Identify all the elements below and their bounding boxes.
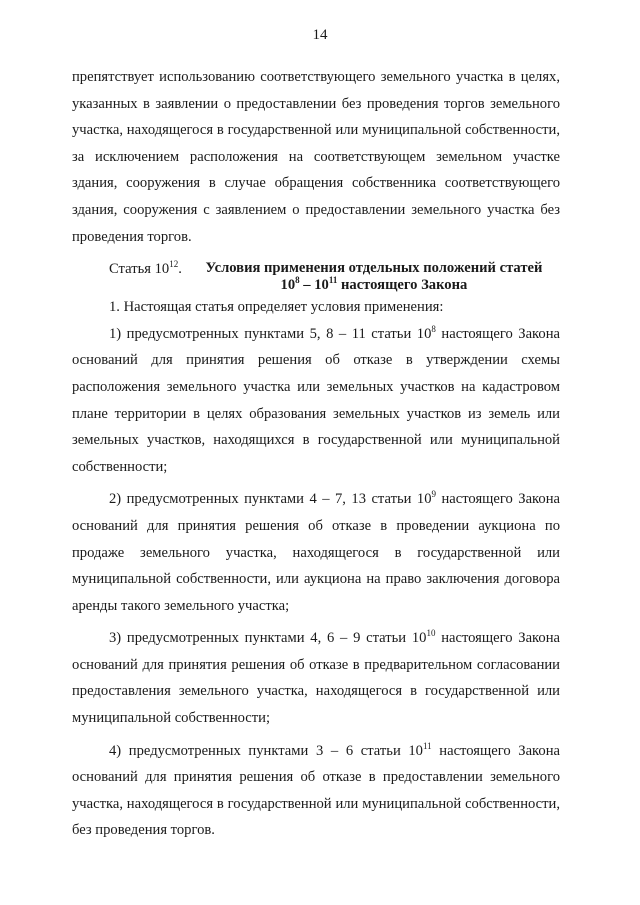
article-title-rest: настоящего Закона	[337, 277, 468, 294]
article-title-ref-b-sup: 11	[328, 275, 338, 286]
article-title-ref-a-sup: 8	[295, 275, 300, 286]
item-1-text-cont: настоящего Закона оснований для принятия решения об отказе в утверждении схемы расположения земельного участка или земельных участков на кадастровом плане территории в целях образования земельных участков из земель или земельных участков, находящихся в государственной или муниципальной собственности;	[72, 325, 560, 475]
article-title-line2	[188, 277, 560, 294]
article-label	[109, 256, 182, 283]
article-label-prefix: Статья 10	[109, 261, 170, 278]
intro-paragraph: препятствует использованию соответствующего земельного участка в целях, указанных в заявлении о предоставлении без проведения торгов земельного участка, находящегося в государственной или муниципальной собственности, за исключением расположения на соответствующем земельном участке здания, сооружения в случае обращения собственника соответствующего здания, сооружения с заявлением о предоставлении земельного участка без проведения торгов.	[72, 69, 560, 245]
article-heading	[72, 256, 560, 294]
item-1-text: 1) предусмотренных пунктами 5, 8 – 11 статьи 10	[109, 325, 432, 342]
clause-1: 1. Настоящая статья определяет условия применения:	[109, 299, 444, 316]
item-2	[72, 486, 560, 619]
article-title-ref-dash: – 10	[299, 277, 329, 294]
item-3-sup: 10	[426, 628, 436, 639]
item-2-text-cont: настоящего Закона оснований для принятия решения об отказе в проведении аукциона по продаже земельного участка, находящегося в государственной или муниципальной собственности, или аукциона на право заключения договора аренды такого земельного участка;	[72, 491, 560, 614]
item-3	[72, 625, 560, 731]
item-4	[72, 738, 560, 844]
article-title-ref-a: 10	[280, 277, 296, 294]
article-label-sup: 12	[169, 259, 179, 270]
item-4-text-cont: настоящего Закона оснований для принятия решения об отказе в предоставлении земельного участка, находящегося в государственной или муниципальной собственности, без проведения торгов.	[72, 742, 560, 839]
item-1-sup: 8	[431, 323, 436, 334]
item-3-text: 3) предусмотренных пунктами 4, 6 – 9 статьи 10	[109, 630, 427, 647]
item-3-text-cont: настоящего Закона оснований для принятия решения об отказе в предварительном согласовании предоставления земельного участка, находящегося в государственной или муниципальной собственности;	[72, 630, 560, 727]
item-4-text: 4) предусмотренных пунктами 3 – 6 статьи 10	[109, 742, 423, 759]
item-2-text: 2) предусмотренных пунктами 4 – 7, 13 статьи 10	[109, 491, 432, 508]
page-number: 14	[312, 27, 328, 43]
article-title	[188, 256, 560, 294]
article-title-line1: Условия применения отдельных положений статей	[205, 260, 543, 277]
document-body	[72, 64, 560, 844]
item-2-sup: 9	[431, 489, 436, 500]
item-1	[72, 321, 560, 481]
article-label-suffix: .	[178, 261, 182, 278]
item-4-sup: 11	[422, 740, 432, 751]
